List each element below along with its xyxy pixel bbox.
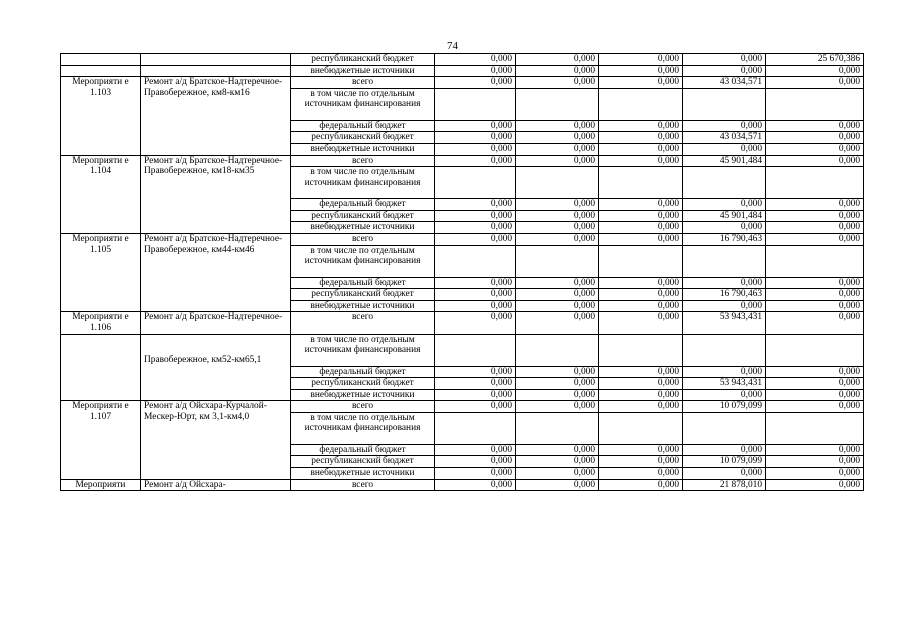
source-cell: всего	[291, 233, 435, 245]
source-cell: в том числе по отдельным источникам финансирования	[291, 167, 435, 199]
value-cell-3: 0,000	[599, 389, 683, 401]
value-cell-5: 0,000	[766, 222, 864, 234]
source-cell: республиканский бюджет	[291, 132, 435, 144]
value-cell-1: 0,000	[435, 468, 516, 480]
source-cell: федеральный бюджет	[291, 277, 435, 289]
value-cell-2: 0,000	[516, 444, 599, 456]
source-cell: внебюджетные источники	[291, 143, 435, 155]
value-cell-3	[599, 412, 683, 444]
value-cell-4: 0,000	[683, 300, 766, 312]
value-cell-5: 0,000	[766, 277, 864, 289]
value-cell-3: 0,000	[599, 65, 683, 77]
value-cell-1	[435, 412, 516, 444]
value-cell-2: 0,000	[516, 277, 599, 289]
source-cell: в том числе по отдельным источникам финансирования	[291, 245, 435, 277]
measure-name-cell: Ремонт а/д Ойсхара-Курчалой-Мескер-Юрт, км 3,1-км4,0	[141, 401, 291, 479]
value-cell-1: 0,000	[435, 366, 516, 378]
value-cell-4: 0,000	[683, 468, 766, 480]
value-cell-5: 0,000	[766, 289, 864, 301]
value-cell-3	[599, 245, 683, 277]
value-cell-4: 0,000	[683, 54, 766, 66]
value-cell-2: 0,000	[516, 132, 599, 144]
source-cell: республиканский бюджет	[291, 289, 435, 301]
value-cell-1	[435, 334, 516, 366]
value-cell-4	[683, 88, 766, 120]
source-cell: внебюджетные источники	[291, 222, 435, 234]
measure-label-cell: Мероприяти	[61, 479, 141, 491]
value-cell-4: 45 901,484	[683, 210, 766, 222]
source-cell: внебюджетные источники	[291, 300, 435, 312]
value-cell-1: 0,000	[435, 222, 516, 234]
value-cell-4: 16 790,463	[683, 233, 766, 245]
source-cell: всего	[291, 77, 435, 89]
value-cell-3: 0,000	[599, 222, 683, 234]
value-cell-5: 0,000	[766, 233, 864, 245]
value-cell-4: 0,000	[683, 143, 766, 155]
value-cell-2	[516, 245, 599, 277]
source-cell: республиканский бюджет	[291, 210, 435, 222]
value-cell-3: 0,000	[599, 210, 683, 222]
source-cell: республиканский бюджет	[291, 456, 435, 468]
value-cell-1: 0,000	[435, 456, 516, 468]
value-cell-3: 0,000	[599, 277, 683, 289]
value-cell-1: 0,000	[435, 401, 516, 413]
value-cell-4: 45 901,484	[683, 155, 766, 167]
value-cell-4: 0,000	[683, 444, 766, 456]
value-cell-5: 0,000	[766, 312, 864, 334]
value-cell-2: 0,000	[516, 65, 599, 77]
value-cell-3: 0,000	[599, 54, 683, 66]
value-cell-4: 0,000	[683, 120, 766, 132]
value-cell-2	[516, 167, 599, 199]
value-cell-4: 53 943,431	[683, 312, 766, 334]
source-cell: в том числе по отдельным источникам финансирования	[291, 412, 435, 444]
value-cell-2	[516, 412, 599, 444]
value-cell-5: 0,000	[766, 300, 864, 312]
value-cell-2	[516, 334, 599, 366]
value-cell-4	[683, 334, 766, 366]
value-cell-3: 0,000	[599, 312, 683, 334]
source-cell: республиканский бюджет	[291, 378, 435, 390]
value-cell-5: 0,000	[766, 65, 864, 77]
value-cell-5: 0,000	[766, 444, 864, 456]
value-cell-4: 0,000	[683, 366, 766, 378]
value-cell-2: 0,000	[516, 289, 599, 301]
value-cell-2: 0,000	[516, 401, 599, 413]
value-cell-4: 43 034,571	[683, 77, 766, 89]
source-cell: в том числе по отдельным источникам финансирования	[291, 88, 435, 120]
measure-label-cell	[61, 334, 141, 401]
table-row	[61, 54, 864, 66]
source-cell: внебюджетные источники	[291, 468, 435, 480]
measure-label-cell: Мероприяти е 1.107	[61, 401, 141, 479]
value-cell-1	[435, 167, 516, 199]
source-cell: всего	[291, 312, 435, 334]
measure-name-cell: Ремонт а/д Ойсхара-	[141, 479, 291, 491]
value-cell-3: 0,000	[599, 155, 683, 167]
value-cell-1: 0,000	[435, 210, 516, 222]
value-cell-4	[683, 167, 766, 199]
value-cell-3: 0,000	[599, 456, 683, 468]
value-cell-1: 0,000	[435, 233, 516, 245]
source-cell: всего	[291, 479, 435, 491]
value-cell-2: 0,000	[516, 54, 599, 66]
table-row	[61, 77, 864, 89]
value-cell-2: 0,000	[516, 300, 599, 312]
value-cell-1	[435, 88, 516, 120]
value-cell-1: 0,000	[435, 312, 516, 334]
value-cell-2: 0,000	[516, 312, 599, 334]
value-cell-2: 0,000	[516, 199, 599, 211]
value-cell-4: 0,000	[683, 65, 766, 77]
value-cell-5: 0,000	[766, 378, 864, 390]
value-cell-2: 0,000	[516, 222, 599, 234]
value-cell-1: 0,000	[435, 120, 516, 132]
value-cell-3: 0,000	[599, 199, 683, 211]
value-cell-4: 16 790,463	[683, 289, 766, 301]
value-cell-3	[599, 167, 683, 199]
measure-name-cell: Правобережное, км52-км65,1	[141, 334, 291, 401]
value-cell-4: 0,000	[683, 389, 766, 401]
measure-name-cell	[141, 54, 291, 66]
table-row	[61, 479, 864, 491]
value-cell-5: 0,000	[766, 456, 864, 468]
value-cell-5	[766, 245, 864, 277]
value-cell-4: 10 079,099	[683, 401, 766, 413]
value-cell-5	[766, 167, 864, 199]
value-cell-3: 0,000	[599, 132, 683, 144]
value-cell-5	[766, 412, 864, 444]
source-cell: всего	[291, 155, 435, 167]
measure-label-cell: Мероприяти е 1.103	[61, 77, 141, 155]
value-cell-2: 0,000	[516, 479, 599, 491]
value-cell-4: 0,000	[683, 277, 766, 289]
measure-label-cell: Мероприяти е 1.104	[61, 155, 141, 233]
value-cell-5: 0,000	[766, 132, 864, 144]
measure-label-cell: Мероприяти е 1.106	[61, 312, 141, 334]
source-cell: федеральный бюджет	[291, 444, 435, 456]
source-cell: федеральный бюджет	[291, 120, 435, 132]
value-cell-5: 0,000	[766, 401, 864, 413]
value-cell-3: 0,000	[599, 143, 683, 155]
value-cell-3: 0,000	[599, 468, 683, 480]
value-cell-2	[516, 88, 599, 120]
value-cell-4: 10 079,099	[683, 456, 766, 468]
value-cell-5: 0,000	[766, 479, 864, 491]
value-cell-3: 0,000	[599, 378, 683, 390]
value-cell-2: 0,000	[516, 120, 599, 132]
value-cell-1: 0,000	[435, 77, 516, 89]
source-cell: республиканский бюджет	[291, 54, 435, 66]
measure-name-cell	[141, 65, 291, 77]
value-cell-4: 0,000	[683, 222, 766, 234]
value-cell-5	[766, 334, 864, 366]
value-cell-4: 0,000	[683, 199, 766, 211]
measure-name-cell: Ремонт а/д Братское-Надтеречное-	[141, 312, 291, 334]
value-cell-2: 0,000	[516, 143, 599, 155]
value-cell-2: 0,000	[516, 77, 599, 89]
source-cell: федеральный бюджет	[291, 199, 435, 211]
value-cell-1: 0,000	[435, 132, 516, 144]
value-cell-3: 0,000	[599, 120, 683, 132]
table-row	[61, 65, 864, 77]
value-cell-5: 0,000	[766, 389, 864, 401]
table-row	[61, 334, 864, 366]
value-cell-2: 0,000	[516, 378, 599, 390]
value-cell-2: 0,000	[516, 468, 599, 480]
value-cell-5: 0,000	[766, 77, 864, 89]
value-cell-1: 0,000	[435, 277, 516, 289]
value-cell-1: 0,000	[435, 389, 516, 401]
value-cell-2: 0,000	[516, 389, 599, 401]
value-cell-3: 0,000	[599, 233, 683, 245]
value-cell-1: 0,000	[435, 155, 516, 167]
value-cell-3: 0,000	[599, 366, 683, 378]
table-row	[61, 155, 864, 167]
source-cell: внебюджетные источники	[291, 65, 435, 77]
source-cell: федеральный бюджет	[291, 366, 435, 378]
value-cell-2: 0,000	[516, 456, 599, 468]
value-cell-2: 0,000	[516, 210, 599, 222]
value-cell-3: 0,000	[599, 401, 683, 413]
measure-name-cell: Ремонт а/д Братское-Надтеречное-Правобережное, км44-км46	[141, 233, 291, 311]
source-cell: в том числе по отдельным источникам финансирования	[291, 334, 435, 366]
value-cell-4: 53 943,431	[683, 378, 766, 390]
value-cell-2: 0,000	[516, 155, 599, 167]
table-row	[61, 233, 864, 245]
value-cell-3: 0,000	[599, 77, 683, 89]
value-cell-4	[683, 245, 766, 277]
measure-label-cell: Мероприяти е 1.105	[61, 233, 141, 311]
value-cell-5: 0,000	[766, 468, 864, 480]
value-cell-1: 0,000	[435, 378, 516, 390]
value-cell-1: 0,000	[435, 289, 516, 301]
value-cell-2: 0,000	[516, 366, 599, 378]
value-cell-4: 21 878,010	[683, 479, 766, 491]
value-cell-5: 0,000	[766, 120, 864, 132]
value-cell-1	[435, 245, 516, 277]
value-cell-3: 0,000	[599, 300, 683, 312]
value-cell-3: 0,000	[599, 289, 683, 301]
measure-label-cell	[61, 65, 141, 77]
value-cell-5: 0,000	[766, 366, 864, 378]
value-cell-3	[599, 88, 683, 120]
value-cell-1: 0,000	[435, 199, 516, 211]
value-cell-1: 0,000	[435, 143, 516, 155]
value-cell-1: 0,000	[435, 65, 516, 77]
value-cell-1: 0,000	[435, 444, 516, 456]
table-row	[61, 401, 864, 413]
value-cell-1: 0,000	[435, 54, 516, 66]
value-cell-5: 0,000	[766, 199, 864, 211]
measure-name-cell: Ремонт а/д Братское-Надтеречное-Правобережное, км18-км35	[141, 155, 291, 233]
value-cell-5: 25 670,386	[766, 54, 864, 66]
budget-table	[60, 53, 864, 491]
source-cell: внебюджетные источники	[291, 389, 435, 401]
value-cell-1: 0,000	[435, 479, 516, 491]
page-number: 74	[447, 40, 458, 52]
value-cell-3: 0,000	[599, 479, 683, 491]
value-cell-1: 0,000	[435, 300, 516, 312]
source-cell: всего	[291, 401, 435, 413]
value-cell-5: 0,000	[766, 210, 864, 222]
measure-name-cell: Ремонт а/д Братское-Надтеречное-Правобережное, км8-км16	[141, 77, 291, 155]
value-cell-3	[599, 334, 683, 366]
value-cell-2: 0,000	[516, 233, 599, 245]
value-cell-5: 0,000	[766, 143, 864, 155]
value-cell-4: 43 034,571	[683, 132, 766, 144]
value-cell-4	[683, 412, 766, 444]
value-cell-3: 0,000	[599, 444, 683, 456]
value-cell-5	[766, 88, 864, 120]
table-row	[61, 312, 864, 334]
measure-label-cell	[61, 54, 141, 66]
value-cell-5: 0,000	[766, 155, 864, 167]
